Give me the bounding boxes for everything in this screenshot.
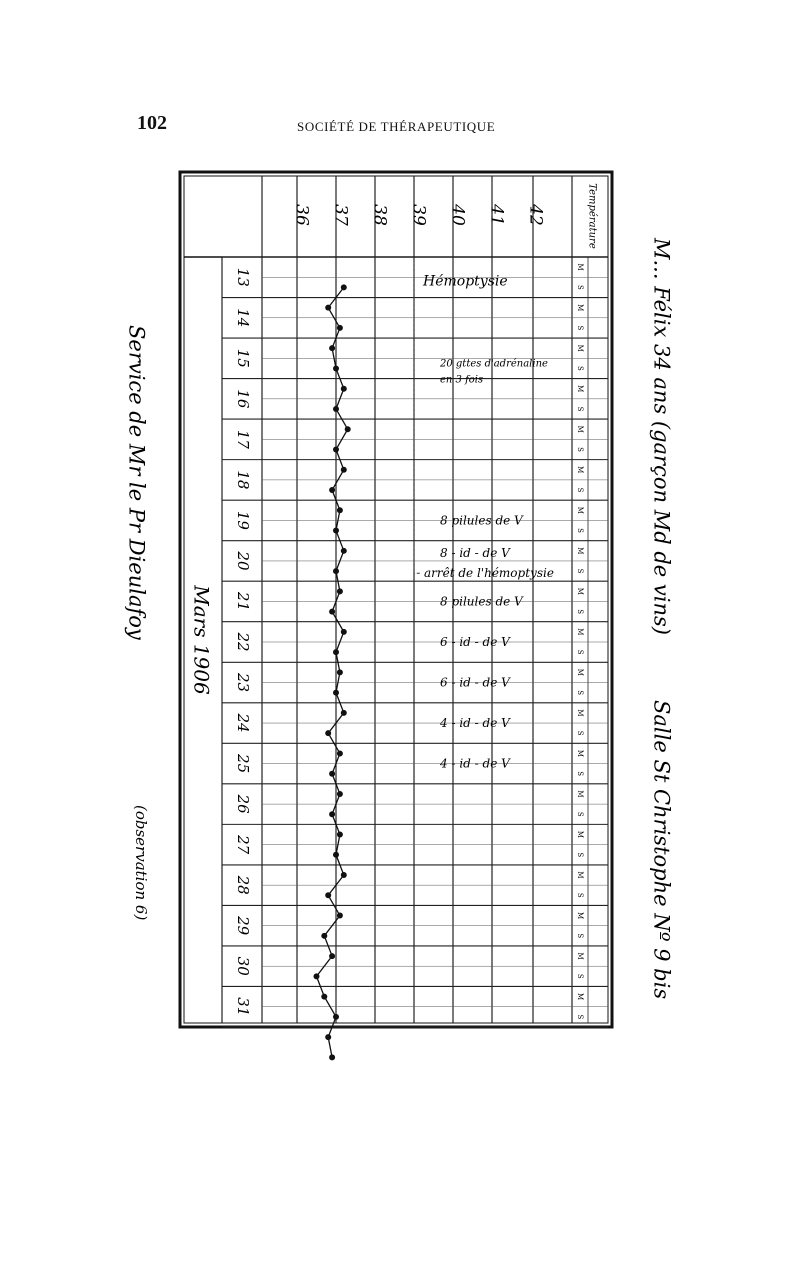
session-label: S [576,649,584,655]
day-label: 22 [234,632,252,652]
temperature-point [333,690,339,696]
annotation-text: 4 - id - de V [440,756,510,771]
temperature-tick-label: 40 [447,204,468,226]
hemoptysis-bracket [414,261,420,573]
session-label: M [576,304,584,312]
temperature-tick-label: 39 [408,204,429,226]
temperature-point [341,386,347,392]
day-label: 24 [234,713,252,733]
day-label: 14 [234,308,252,328]
session-label: S [576,325,584,331]
page-number: 102 [137,112,167,134]
running-head: SOCIÉTÉ DE THÉRAPEUTIQUE [297,119,496,134]
temperature-point [329,609,335,615]
temperature-point [325,892,331,898]
temperature-point [337,913,343,919]
ward-note: Salle St Christophe Nº 9 bis [649,700,674,1000]
session-label: S [576,933,584,939]
temperature-tick-label: 42 [525,204,546,226]
day-label: 19 [234,510,252,530]
temperature-point [329,345,335,351]
temperature-point [345,426,351,432]
temperature-point [329,811,335,817]
session-label: M [576,344,584,352]
session-label: M [576,385,584,393]
day-label: 13 [234,267,252,287]
day-label: 23 [234,672,252,693]
temperature-point [333,447,339,453]
day-label: 31 [234,997,252,1017]
temperature-point [333,568,339,574]
session-label: M [576,547,584,555]
temperature-point [337,832,343,838]
temperature-point [333,852,339,858]
annotation-text: 8 - id - de V [440,545,510,560]
session-label: M [576,466,584,474]
temperature-point [325,305,331,311]
session-label: M [576,911,584,920]
session-label: M [576,628,584,636]
day-label: 29 [234,916,252,936]
temperature-point [325,730,331,736]
day-label: 25 [234,754,252,774]
temperature-axis-label: Température [586,183,598,249]
temperature-point [341,629,347,635]
annotation-text: 20 gttes d'adrénaline [440,358,548,370]
annotation-text: 4 - id - de V [440,716,510,731]
session-label: M [576,587,584,595]
session-label: S [576,730,584,736]
session-label: M [576,952,584,960]
session-label: S [576,973,584,979]
temperature-point [341,548,347,554]
service-note: Service de Mr le Pr Dieulafoy [124,325,149,640]
temperature-point [333,649,339,655]
day-label: 26 [234,794,252,814]
temperature-point [314,973,320,979]
temperature-point [333,365,339,371]
temperature-point [321,994,327,1000]
session-label: S [576,1014,584,1020]
session-label: S [576,568,584,574]
annotation-text: 6 - id - de V [440,635,510,649]
session-label: S [576,447,584,452]
temperature-point [337,791,343,797]
session-label: S [576,852,584,858]
temperature-point [329,771,335,777]
temperature-point [341,872,347,878]
temperature-point [337,325,343,331]
temperature-tick-label: 37 [330,204,351,226]
day-label: 20 [234,551,252,571]
session-label: M [576,749,584,758]
temperature-point [321,933,327,939]
temperature-point [333,528,339,534]
temperature-point [337,750,343,756]
session-label: S [576,609,584,615]
temperature-point [337,507,343,513]
session-label: M [576,425,584,433]
temperature-point [341,710,347,716]
day-label: 30 [234,956,252,976]
day-labels [234,268,252,1017]
session-label: M [576,790,584,798]
session-label: M [576,506,584,514]
session-label: M [576,830,584,839]
day-label: 16 [234,389,252,409]
temperature-series [314,284,351,1060]
session-label: S [576,284,584,290]
day-label: 17 [234,429,252,449]
temperature-line [317,287,348,1057]
temperature-tick-label: 36 [291,204,312,226]
day-label: 28 [234,875,252,895]
session-label: S [576,528,584,533]
session-label: M [576,871,584,879]
session-label: S [576,366,584,371]
temperature-point [341,467,347,473]
day-label: 18 [234,470,252,490]
session-label: S [576,811,584,817]
annotation-text: Hémoptysie [423,273,508,290]
annotation-text: 8 pilules de V [440,513,523,528]
month-label: Mars 1906 [189,585,214,695]
temperature-point [337,588,343,594]
day-label: 15 [234,348,252,368]
session-labels [576,264,584,1020]
observation-note: (observation 6) [132,805,150,921]
annotation-text: en 3 fois [440,374,484,386]
temperature-tick-label: 38 [369,204,390,226]
temperature-tick-label: 41 [486,204,507,226]
day-label: 21 [234,591,252,612]
session-label: M [576,993,584,1001]
session-label: M [576,709,584,717]
session-label: S [576,892,584,898]
temperature-point [333,1014,339,1020]
patient-note: M... Félix 34 ans (garçon Md de vins) [649,238,674,635]
annotation-text: 6 - id - de V [440,675,510,690]
temperature-point [329,487,335,493]
temperature-point [341,284,347,290]
annotation-text: 8 pilules de V [440,594,523,609]
temperature-point [329,1054,335,1060]
day-label: 27 [234,835,252,855]
session-label: M [576,263,584,271]
temperature-point [325,1034,331,1040]
temperature-point [329,953,335,959]
session-label: S [576,487,584,493]
session-label: S [576,406,584,412]
session-label: S [576,771,584,777]
annotation-text: arrêt de l'hémoptysie [424,566,554,581]
session-label: S [576,690,584,696]
temperature-point [337,669,343,675]
session-label: M [576,668,584,676]
temperature-point [333,406,339,412]
